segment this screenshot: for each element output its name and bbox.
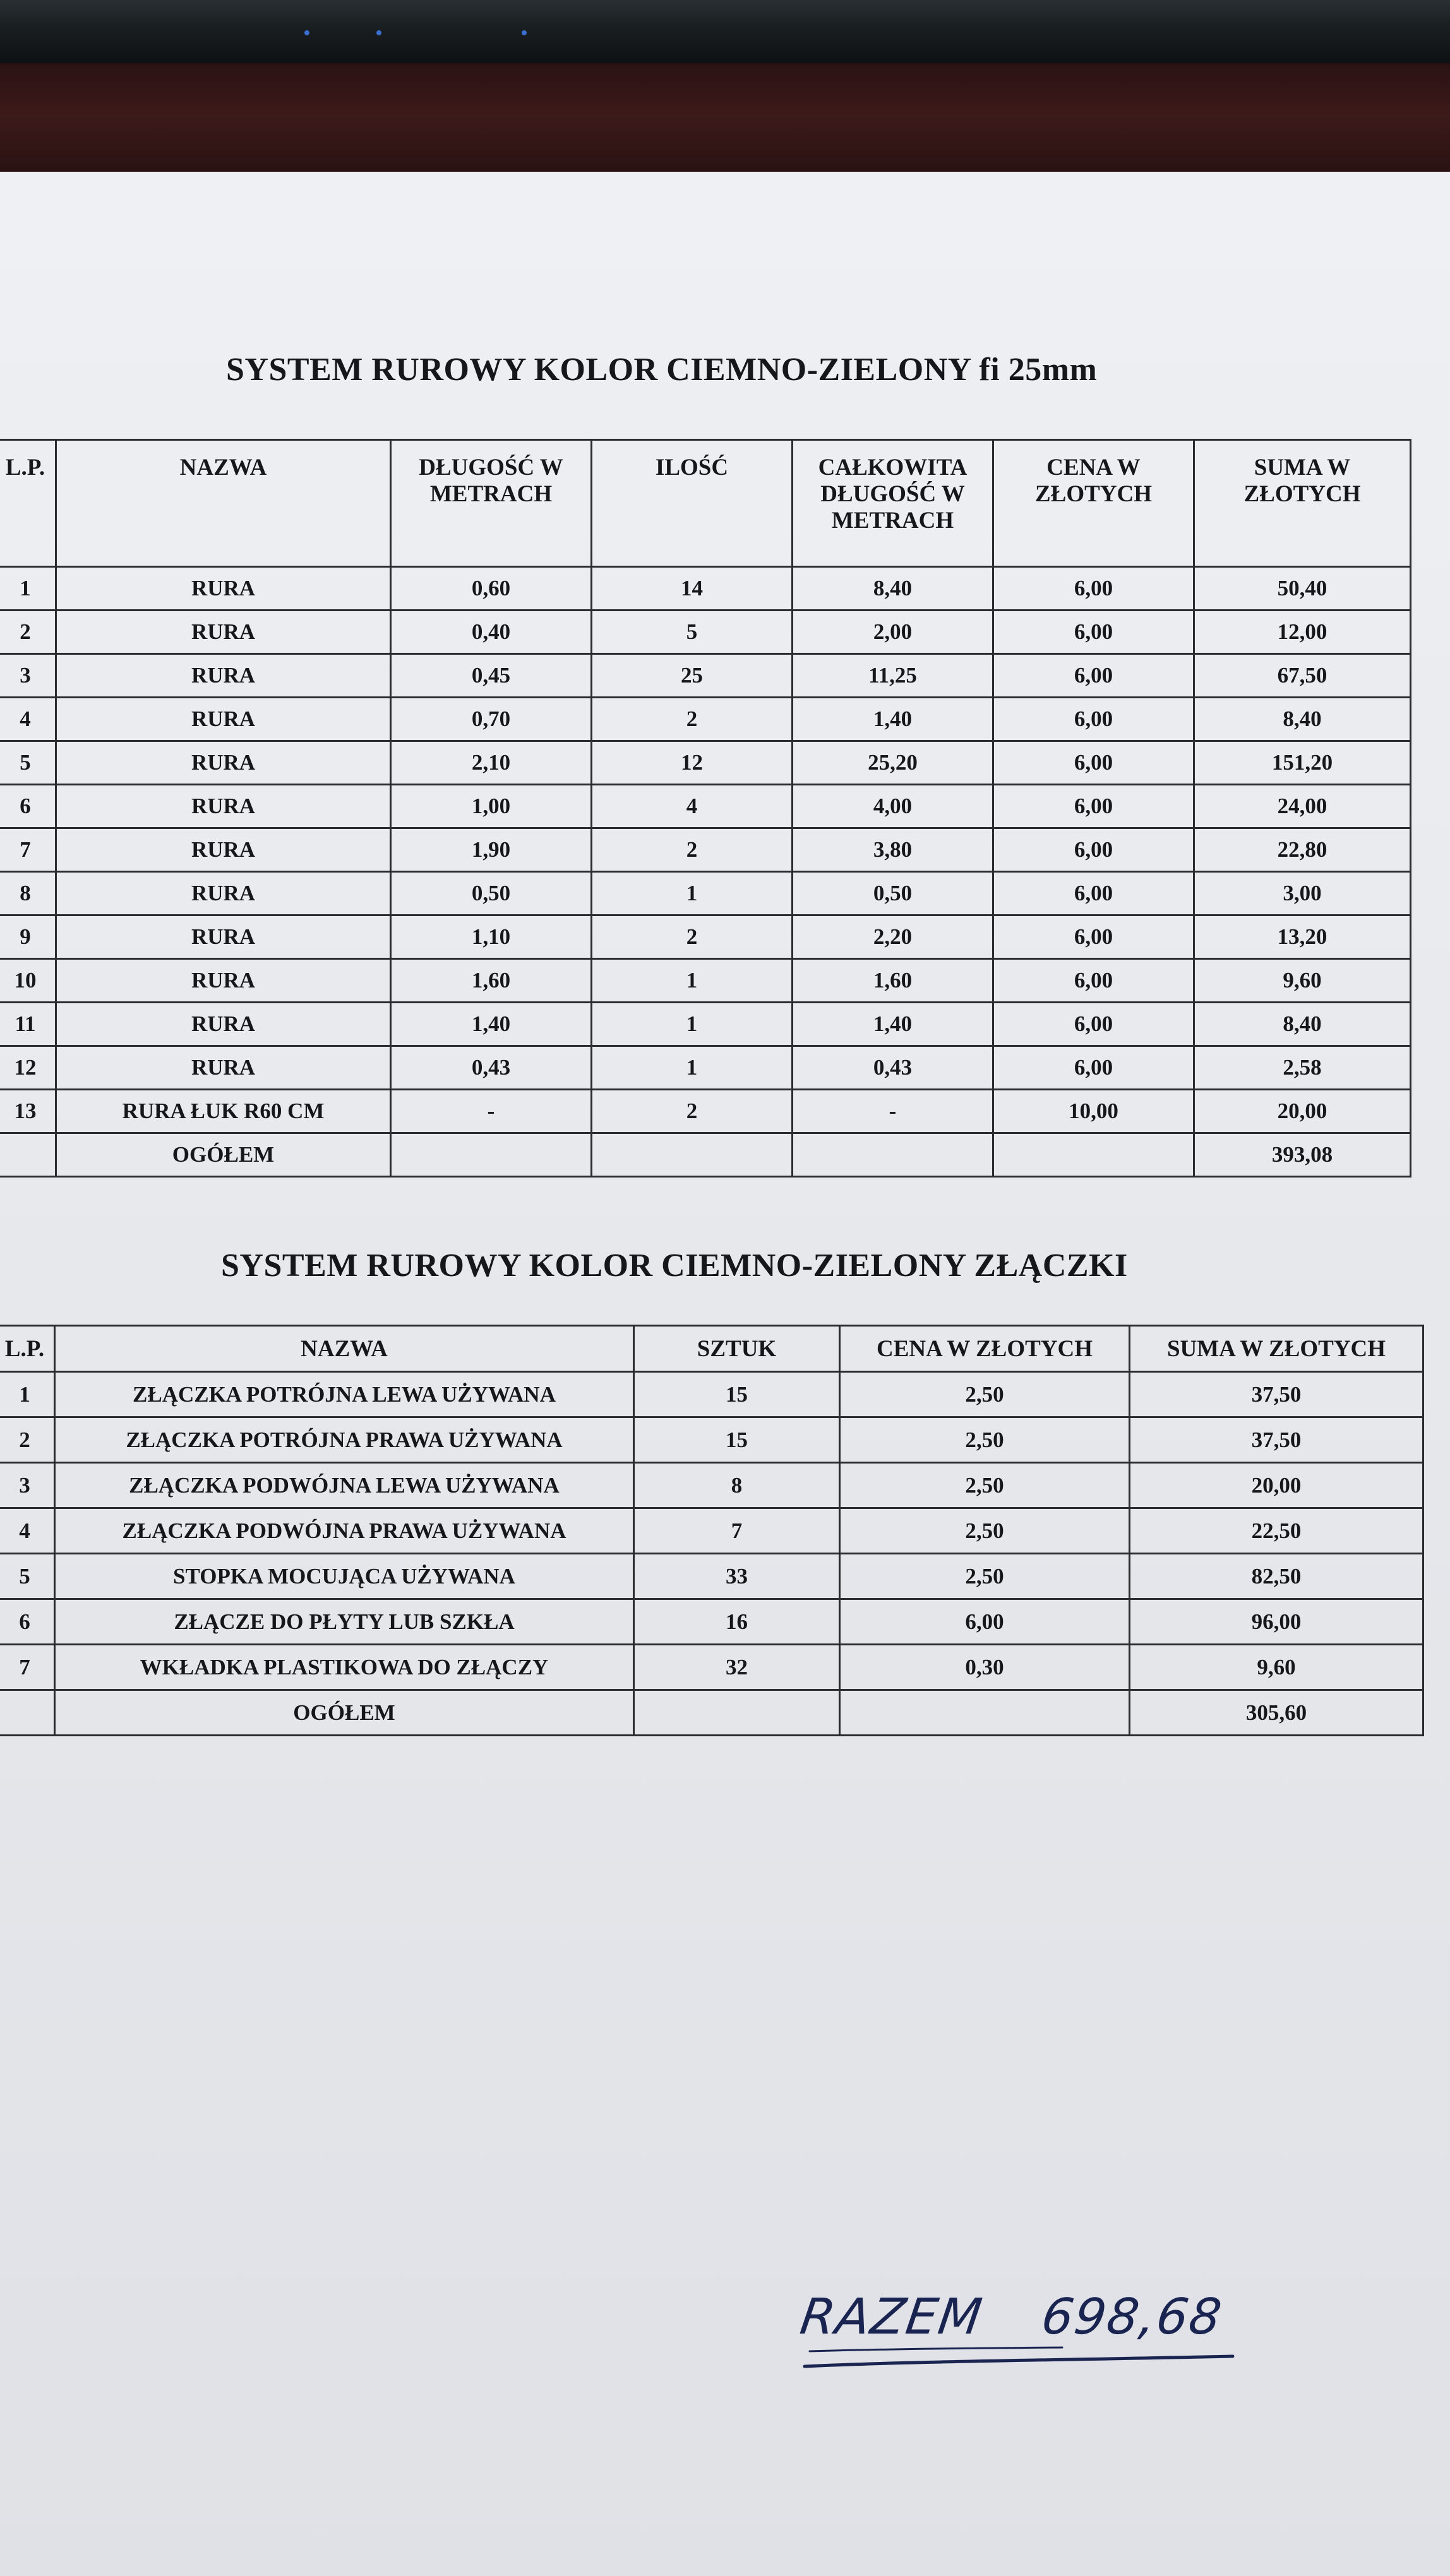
table-cell: 7 [0,1645,55,1690]
table-cell: 1 [592,1003,793,1046]
table-row [0,1003,1411,1046]
table-cell: 25 [592,654,793,698]
table-row [0,785,1411,828]
table-cell: RURA [56,872,391,915]
table-cell: 6 [0,1599,55,1645]
column-header: L.P. [0,440,56,567]
total-value: 305,60 [1130,1690,1423,1736]
table-cell: - [391,1090,592,1133]
column-header: NAZWA [55,1326,634,1372]
table-cell: 0,45 [391,654,592,698]
indicator-light [522,30,527,35]
table-cell: RURA [56,567,391,611]
table-cell: 6 [0,785,56,828]
table-row [0,872,1411,915]
table-row [0,1417,1423,1463]
table-row [0,915,1411,959]
table-cell: 12 [0,1046,56,1090]
table-cell: 1,00 [391,785,592,828]
table-cell: 2,50 [840,1508,1130,1554]
table-cell: ZŁĄCZE DO PŁYTY LUB SZKŁA [55,1599,634,1645]
column-header: CENA W ZŁOTYCH [993,440,1194,567]
pipe-table [0,439,1411,1178]
table-cell: 10,00 [993,1090,1194,1133]
empty-cell [0,1133,56,1177]
table-cell: 50,40 [1194,567,1411,611]
table-row [0,1554,1423,1599]
table-cell: 1 [592,959,793,1003]
table-cell: 2 [0,611,56,654]
table-cell: 67,50 [1194,654,1411,698]
table-cell: - [793,1090,993,1133]
table-row [0,1372,1423,1417]
table-cell: 0,30 [840,1645,1130,1690]
column-header: CENA W ZŁOTYCH [840,1326,1130,1372]
table-row [0,611,1411,654]
table-cell: 2,50 [840,1463,1130,1508]
table-cell: 11 [0,1003,56,1046]
table-cell: 2 [592,915,793,959]
table-cell: 5 [592,611,793,654]
table-cell: RURA [56,785,391,828]
table-cell: 2,50 [840,1554,1130,1599]
handwritten-total-label: RAZEM [796,2289,986,2346]
table-cell: 4 [592,785,793,828]
table-cell: RURA [56,828,391,872]
table1-title: SYSTEM RUROWY KOLOR CIEMNO-ZIELONY fi 25mm [226,352,1098,388]
column-header: SZTUK [634,1326,840,1372]
table-cell: ZŁĄCZKA PODWÓJNA PRAWA UŻYWANA [55,1508,634,1554]
table-cell: 0,43 [391,1046,592,1090]
table-cell: 1,60 [793,959,993,1003]
table-cell: 0,60 [391,567,592,611]
table-cell: RURA [56,741,391,785]
table-cell: RURA [56,611,391,654]
table-cell: 1 [592,1046,793,1090]
table-cell: 15 [634,1417,840,1463]
table-cell: 2 [0,1417,55,1463]
table-cell: 3,80 [793,828,993,872]
table-cell: 10 [0,959,56,1003]
table-cell: RURA [56,654,391,698]
table-cell: 20,00 [1130,1463,1423,1508]
table-cell: 7 [634,1508,840,1554]
table-cell: 3 [0,654,56,698]
table-cell: 5 [0,741,56,785]
top-background [0,0,1450,63]
table-row [0,698,1411,741]
table-cell: 8,40 [793,567,993,611]
table-cell: 2,20 [793,915,993,959]
column-header: L.P. [0,1326,55,1372]
table-row [0,959,1411,1003]
table-cell: 22,80 [1194,828,1411,872]
table-cell: 7 [0,828,56,872]
table-cell: 1,40 [391,1003,592,1046]
table-cell: RURA [56,915,391,959]
table-cell: 14 [592,567,793,611]
table-cell: 96,00 [1130,1599,1423,1645]
empty-cell [993,1133,1194,1177]
table-cell: 6,00 [993,611,1194,654]
table-cell: RURA [56,1046,391,1090]
empty-cell [592,1133,793,1177]
table-cell: 6,00 [993,915,1194,959]
table-cell: 24,00 [1194,785,1411,828]
table-cell: RURA [56,698,391,741]
table-cell: 33 [634,1554,840,1599]
table-cell: 1 [592,872,793,915]
table-cell: RURA [56,1003,391,1046]
total-label: OGÓŁEM [55,1690,634,1736]
table-cell: 2 [592,1090,793,1133]
table-cell: 12 [592,741,793,785]
table-cell: 6,00 [993,872,1194,915]
table-cell: 2,50 [840,1372,1130,1417]
empty-cell [0,1690,55,1736]
table-cell: 1 [0,567,56,611]
column-header: DŁUGOŚĆ W METRACH [391,440,592,567]
table-cell: 0,50 [391,872,592,915]
table-row [0,1599,1423,1645]
table-cell: 6,00 [993,785,1194,828]
table-row [0,1046,1411,1090]
column-header: ILOŚĆ [592,440,793,567]
table-cell: 3 [0,1463,55,1508]
table-cell: 9 [0,915,56,959]
table-cell: 1,60 [391,959,592,1003]
indicator-light [304,30,309,35]
table-cell: 6,00 [993,1046,1194,1090]
table-cell: 12,00 [1194,611,1411,654]
empty-cell [840,1690,1130,1736]
table-cell: 2,10 [391,741,592,785]
table-cell: 37,50 [1130,1417,1423,1463]
table-cell: 20,00 [1194,1090,1411,1133]
indicator-light [376,30,381,35]
table2-title: SYSTEM RUROWY KOLOR CIEMNO-ZIELONY ZŁĄCZKI [221,1248,1128,1284]
table-cell: ZŁĄCZKA PODWÓJNA LEWA UŻYWANA [55,1463,634,1508]
total-value: 393,08 [1194,1133,1411,1177]
empty-cell [634,1690,840,1736]
table-cell: 3,00 [1194,872,1411,915]
table-cell: 6,00 [993,1003,1194,1046]
table-cell: 13,20 [1194,915,1411,959]
table-cell: 151,20 [1194,741,1411,785]
table-cell: 0,50 [793,872,993,915]
table-cell: 9,60 [1194,959,1411,1003]
table-cell: 2 [592,698,793,741]
table-row [0,567,1411,611]
table-cell: 25,20 [793,741,993,785]
column-header: CAŁKOWITA DŁUGOŚĆ W METRACH [793,440,993,567]
table-cell: 6,00 [840,1599,1130,1645]
table-cell: 1,90 [391,828,592,872]
table-cell: 37,50 [1130,1372,1423,1417]
column-header: SUMA W ZŁOTYCH [1194,440,1411,567]
table-cell: 2,00 [793,611,993,654]
table-cell: ZŁĄCZKA POTRÓJNA LEWA UŻYWANA [55,1372,634,1417]
table-cell: 4,00 [793,785,993,828]
table-cell: 2,58 [1194,1046,1411,1090]
table-cell: 32 [634,1645,840,1690]
table-cell: 8 [634,1463,840,1508]
total-row [0,1133,1411,1177]
table-cell: STOPKA MOCUJĄCA UŻYWANA [55,1554,634,1599]
table-cell: 15 [634,1372,840,1417]
table-cell: WKŁADKA PLASTIKOWA DO ZŁĄCZY [55,1645,634,1690]
table-row [0,654,1411,698]
table-row [0,741,1411,785]
table-cell: 1,10 [391,915,592,959]
table-cell: 6,00 [993,959,1194,1003]
table-cell: 9,60 [1130,1645,1423,1690]
table-cell: 1,40 [793,1003,993,1046]
table-cell: 6,00 [993,654,1194,698]
table-cell: 4 [0,698,56,741]
table-cell: 4 [0,1508,55,1554]
table-cell: 6,00 [993,828,1194,872]
table-row [0,1463,1423,1508]
table-row [0,1508,1423,1554]
table-cell: 2,50 [840,1417,1130,1463]
table-cell: 22,50 [1130,1508,1423,1554]
table-cell: 0,70 [391,698,592,741]
table-cell: 2 [592,828,793,872]
table-cell: RURA ŁUK R60 CM [56,1090,391,1133]
table-cell: 6,00 [993,741,1194,785]
empty-cell [793,1133,993,1177]
table-cell: 82,50 [1130,1554,1423,1599]
table-cell: 5 [0,1554,55,1599]
table-cell: 1 [0,1372,55,1417]
fittings-table [0,1325,1424,1736]
total-label: OGÓŁEM [56,1133,391,1177]
table-row [0,1090,1411,1133]
table-row [0,828,1411,872]
column-header: SUMA W ZŁOTYCH [1130,1326,1423,1372]
table-cell: 8,40 [1194,1003,1411,1046]
table-cell: 8 [0,872,56,915]
table-cell: 0,43 [793,1046,993,1090]
table-cell: 8,40 [1194,698,1411,741]
background-surface [0,63,1450,174]
table-cell: RURA [56,959,391,1003]
empty-cell [391,1133,592,1177]
table-cell: ZŁĄCZKA POTRÓJNA PRAWA UŻYWANA [55,1417,634,1463]
table-cell: 11,25 [793,654,993,698]
table-row [0,1645,1423,1690]
column-header: NAZWA [56,440,391,567]
handwritten-total-value: 698,68 [1038,2289,1226,2346]
table-cell: 13 [0,1090,56,1133]
table-cell: 1,40 [793,698,993,741]
total-row [0,1690,1423,1736]
table-cell: 0,40 [391,611,592,654]
table-cell: 16 [634,1599,840,1645]
table-cell: 6,00 [993,567,1194,611]
table-cell: 6,00 [993,698,1194,741]
